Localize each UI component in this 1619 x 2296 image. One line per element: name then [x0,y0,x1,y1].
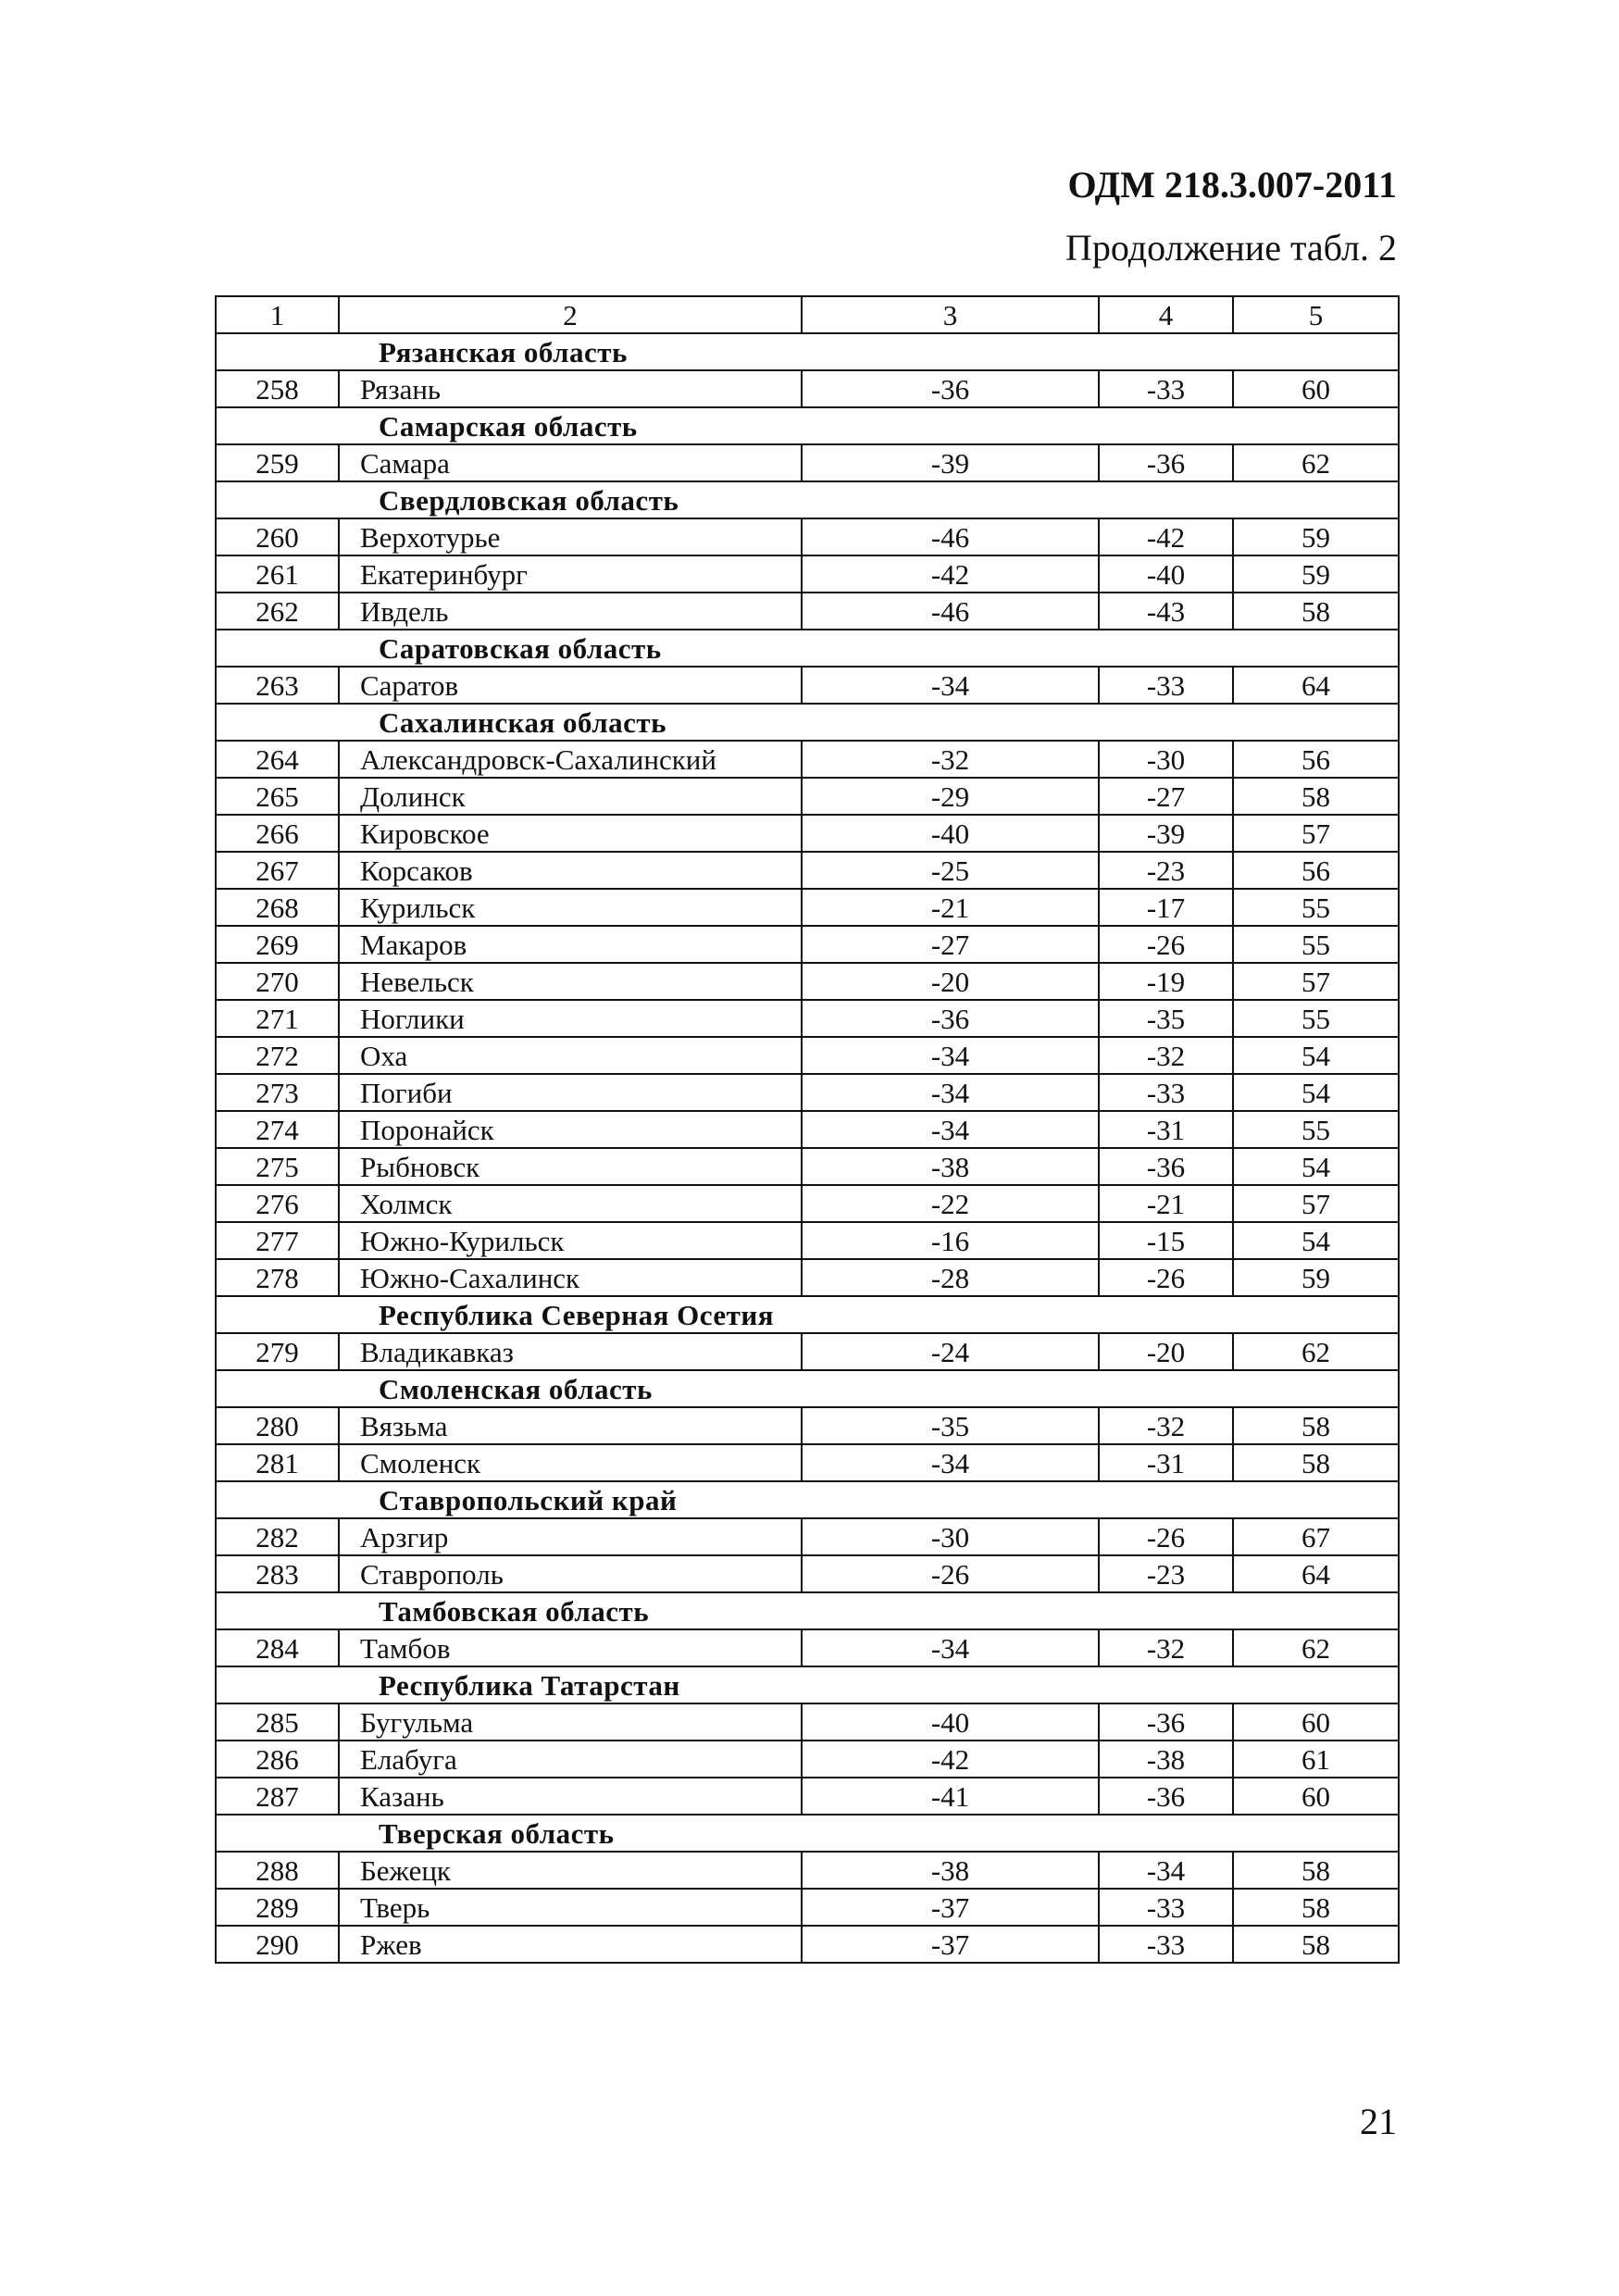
value-col-4: -33 [1099,1926,1233,1963]
region-row [216,1370,1399,1407]
table-row [216,1333,1399,1370]
region-name: Тамбовская область [216,1592,1399,1629]
value-col-3: -25 [802,852,1099,889]
table-row [216,889,1399,926]
station-name: Вязьма [339,1407,802,1444]
row-number: 264 [216,741,339,778]
value-col-3: -38 [802,1148,1099,1185]
value-col-3: -34 [802,1629,1099,1666]
value-col-3: -37 [802,1926,1099,1963]
station-name: Верхотурье [339,518,802,555]
station-name: Тверь [339,1889,802,1926]
column-header: 3 [802,296,1099,333]
row-number: 288 [216,1852,339,1889]
value-col-4: -39 [1099,815,1233,852]
value-col-5: 64 [1233,1555,1399,1592]
region-name: Тверская область [216,1815,1399,1852]
row-number: 287 [216,1778,339,1815]
value-col-3: -26 [802,1555,1099,1592]
value-col-4: -33 [1099,1074,1233,1111]
value-col-5: 54 [1233,1222,1399,1259]
value-col-5: 55 [1233,889,1399,926]
region-name: Самарская область [216,407,1399,444]
table-row [216,1703,1399,1741]
table-row [216,1000,1399,1037]
value-col-5: 60 [1233,370,1399,407]
value-col-5: 54 [1233,1074,1399,1111]
row-number: 277 [216,1222,339,1259]
row-number: 289 [216,1889,339,1926]
row-number: 282 [216,1518,339,1555]
table-row [216,1148,1399,1185]
table-row [216,1889,1399,1926]
value-col-3: -22 [802,1185,1099,1222]
table-row [216,1037,1399,1074]
region-row [216,1815,1399,1852]
station-name: Южно-Курильск [339,1222,802,1259]
region-name: Саратовская область [216,630,1399,667]
document-code: ОДМ 218.3.007-2011 [1067,164,1397,206]
value-col-4: -35 [1099,1000,1233,1037]
value-col-5: 62 [1233,444,1399,481]
value-col-5: 57 [1233,815,1399,852]
table-row [216,1259,1399,1296]
row-number: 285 [216,1703,339,1741]
value-col-3: -16 [802,1222,1099,1259]
station-name: Кировское [339,815,802,852]
value-col-3: -36 [802,1000,1099,1037]
table-row [216,852,1399,889]
row-number: 269 [216,926,339,963]
value-col-4: -31 [1099,1444,1233,1481]
region-row [216,1592,1399,1629]
table-row [216,778,1399,815]
value-col-4: -21 [1099,1185,1233,1222]
value-col-5: 62 [1233,1629,1399,1666]
value-col-4: -26 [1099,926,1233,963]
row-number: 263 [216,667,339,704]
row-number: 279 [216,1333,339,1370]
region-name: Республика Татарстан [216,1666,1399,1703]
column-header: 4 [1099,296,1233,333]
table-row [216,815,1399,852]
climate-table-container [215,295,1398,1964]
region-name: Смоленская область [216,1370,1399,1407]
row-number: 283 [216,1555,339,1592]
region-row [216,481,1399,518]
value-col-4: -36 [1099,444,1233,481]
value-col-4: -38 [1099,1741,1233,1778]
station-name: Ставрополь [339,1555,802,1592]
value-col-5: 54 [1233,1037,1399,1074]
table-row [216,1778,1399,1815]
column-header: 5 [1233,296,1399,333]
value-col-3: -36 [802,370,1099,407]
value-col-3: -32 [802,741,1099,778]
value-col-4: -32 [1099,1037,1233,1074]
table-row [216,1444,1399,1481]
region-name: Сахалинская область [216,704,1399,741]
value-col-5: 67 [1233,1518,1399,1555]
region-row [216,333,1399,370]
value-col-3: -39 [802,444,1099,481]
value-col-5: 55 [1233,1111,1399,1148]
station-name: Корсаков [339,852,802,889]
station-name: Погиби [339,1074,802,1111]
climate-table [215,295,1400,1964]
row-number: 260 [216,518,339,555]
value-col-3: -30 [802,1518,1099,1555]
table-row [216,518,1399,555]
value-col-4: -23 [1099,1555,1233,1592]
value-col-3: -29 [802,778,1099,815]
table-row [216,1926,1399,1963]
row-number: 276 [216,1185,339,1222]
value-col-5: 61 [1233,1741,1399,1778]
region-name: Рязанская область [216,333,1399,370]
value-col-3: -20 [802,963,1099,1000]
value-col-4: -30 [1099,741,1233,778]
station-name: Южно-Сахалинск [339,1259,802,1296]
station-name: Тамбов [339,1629,802,1666]
value-col-5: 57 [1233,1185,1399,1222]
value-col-3: -28 [802,1259,1099,1296]
table-row [216,1407,1399,1444]
table-row [216,370,1399,407]
station-name: Саратов [339,667,802,704]
row-number: 274 [216,1111,339,1148]
row-number: 258 [216,370,339,407]
page-number: 21 [1360,2101,1397,2142]
row-number: 259 [216,444,339,481]
region-name: Свердловская область [216,481,1399,518]
value-col-3: -34 [802,667,1099,704]
value-col-5: 57 [1233,963,1399,1000]
value-col-3: -21 [802,889,1099,926]
value-col-4: -32 [1099,1407,1233,1444]
value-col-4: -15 [1099,1222,1233,1259]
row-number: 270 [216,963,339,1000]
value-col-5: 58 [1233,1926,1399,1963]
table-row [216,963,1399,1000]
row-number: 265 [216,778,339,815]
value-col-3: -34 [802,1111,1099,1148]
value-col-5: 62 [1233,1333,1399,1370]
value-col-4: -26 [1099,1518,1233,1555]
station-name: Рыбновск [339,1148,802,1185]
value-col-4: -33 [1099,1889,1233,1926]
value-col-4: -33 [1099,370,1233,407]
station-name: Бежецк [339,1852,802,1889]
region-row [216,630,1399,667]
value-col-5: 60 [1233,1703,1399,1741]
value-col-5: 58 [1233,1852,1399,1889]
row-number: 278 [216,1259,339,1296]
value-col-5: 58 [1233,593,1399,630]
table-row [216,1222,1399,1259]
value-col-3: -38 [802,1852,1099,1889]
value-col-4: -19 [1099,963,1233,1000]
value-col-4: -40 [1099,555,1233,593]
value-col-3: -37 [802,1889,1099,1926]
value-col-5: 64 [1233,667,1399,704]
region-row [216,1666,1399,1703]
table-row [216,1555,1399,1592]
value-col-5: 56 [1233,741,1399,778]
station-name: Ржев [339,1926,802,1963]
value-col-3: -40 [802,815,1099,852]
table-row [216,1741,1399,1778]
station-name: Александровск-Сахалинский [339,741,802,778]
row-number: 281 [216,1444,339,1481]
value-col-5: 59 [1233,518,1399,555]
table-row [216,593,1399,630]
station-name: Елабуга [339,1741,802,1778]
value-col-3: -34 [802,1037,1099,1074]
row-number: 262 [216,593,339,630]
table-continuation-caption: Продолжение табл. 2 [1065,227,1397,268]
value-col-4: -20 [1099,1333,1233,1370]
region-row [216,704,1399,741]
table-row [216,1852,1399,1889]
value-col-5: 55 [1233,1000,1399,1037]
station-name: Оха [339,1037,802,1074]
value-col-5: 58 [1233,1889,1399,1926]
value-col-3: -42 [802,555,1099,593]
value-col-3: -42 [802,1741,1099,1778]
station-name: Бугульма [339,1703,802,1741]
value-col-3: -40 [802,1703,1099,1741]
value-col-3: -46 [802,593,1099,630]
station-name: Холмск [339,1185,802,1222]
value-col-5: 58 [1233,778,1399,815]
region-row [216,407,1399,444]
row-number: 267 [216,852,339,889]
region-name: Ставропольский край [216,1481,1399,1518]
station-name: Ивдель [339,593,802,630]
station-name: Екатеринбург [339,555,802,593]
table-row [216,1518,1399,1555]
column-header-row [216,296,1399,333]
region-name: Республика Северная Осетия [216,1296,1399,1333]
value-col-3: -35 [802,1407,1099,1444]
value-col-3: -41 [802,1778,1099,1815]
value-col-5: 58 [1233,1407,1399,1444]
station-name: Рязань [339,370,802,407]
row-number: 290 [216,1926,339,1963]
value-col-5: 55 [1233,926,1399,963]
station-name: Долинск [339,778,802,815]
value-col-5: 56 [1233,852,1399,889]
value-col-3: -46 [802,518,1099,555]
value-col-4: -34 [1099,1852,1233,1889]
station-name: Макаров [339,926,802,963]
row-number: 272 [216,1037,339,1074]
table-row [216,444,1399,481]
table-row [216,1111,1399,1148]
region-row [216,1296,1399,1333]
table-row [216,1629,1399,1666]
station-name: Ноглики [339,1000,802,1037]
station-name: Самара [339,444,802,481]
station-name: Смоленск [339,1444,802,1481]
value-col-4: -26 [1099,1259,1233,1296]
table-row [216,667,1399,704]
station-name: Владикавказ [339,1333,802,1370]
value-col-4: -36 [1099,1148,1233,1185]
station-name: Арзгир [339,1518,802,1555]
value-col-3: -24 [802,1333,1099,1370]
value-col-3: -34 [802,1074,1099,1111]
table-row [216,1185,1399,1222]
value-col-5: 58 [1233,1444,1399,1481]
row-number: 273 [216,1074,339,1111]
table-row [216,1074,1399,1111]
row-number: 266 [216,815,339,852]
value-col-4: -42 [1099,518,1233,555]
value-col-4: -31 [1099,1111,1233,1148]
value-col-4: -27 [1099,778,1233,815]
column-header: 1 [216,296,339,333]
value-col-5: 60 [1233,1778,1399,1815]
table-row [216,741,1399,778]
column-header: 2 [339,296,802,333]
value-col-5: 54 [1233,1148,1399,1185]
table-row [216,926,1399,963]
table-row [216,555,1399,593]
value-col-4: -32 [1099,1629,1233,1666]
value-col-4: -23 [1099,852,1233,889]
station-name: Поронайск [339,1111,802,1148]
row-number: 261 [216,555,339,593]
value-col-5: 59 [1233,555,1399,593]
value-col-4: -43 [1099,593,1233,630]
row-number: 275 [216,1148,339,1185]
row-number: 286 [216,1741,339,1778]
row-number: 268 [216,889,339,926]
station-name: Курильск [339,889,802,926]
value-col-4: -33 [1099,667,1233,704]
station-name: Казань [339,1778,802,1815]
value-col-5: 59 [1233,1259,1399,1296]
row-number: 280 [216,1407,339,1444]
value-col-3: -27 [802,926,1099,963]
row-number: 271 [216,1000,339,1037]
region-row [216,1481,1399,1518]
value-col-3: -34 [802,1444,1099,1481]
table-body [216,296,1399,1963]
value-col-4: -36 [1099,1778,1233,1815]
station-name: Невельск [339,963,802,1000]
value-col-4: -17 [1099,889,1233,926]
row-number: 284 [216,1629,339,1666]
value-col-4: -36 [1099,1703,1233,1741]
